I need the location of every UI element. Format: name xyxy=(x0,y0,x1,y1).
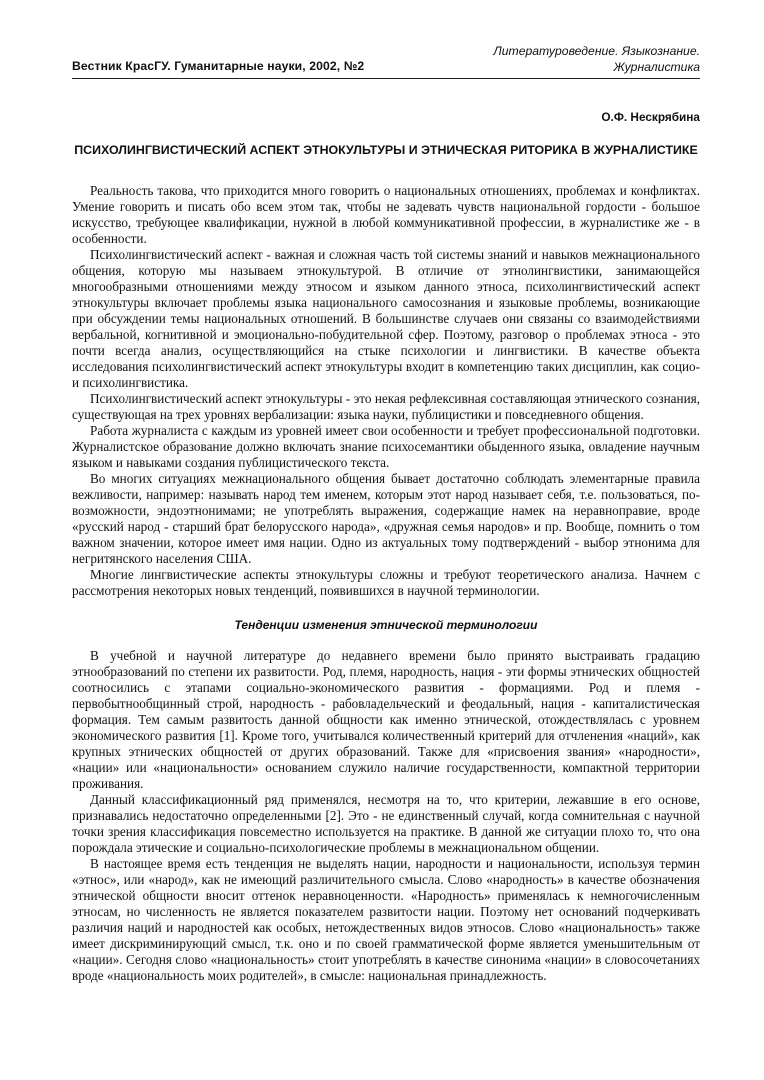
section-label xyxy=(493,43,700,75)
paragraph: Реальность такова, что приходится много говорить о национальных отношениях, проблемах и конфликтах. Умение говорить и писать обо всем этом так, чтобы не задевать чувств национальной гордости - большое искусство, требующее квалификации, нужной в любой коммуникативной профессии, в журналистике же - в особенности. xyxy=(72,183,700,246)
paragraph: Психолингвистический аспект - важная и сложная часть той системы знаний и навыков межнационального общения, которую мы называем этнокультурой. В отличие от этнолингвистики, занимающейся многообразными отношениями между этносом и языком данного этноса, психолингвистический аспект этнокультуры включает проблемы языка национального самосознания и языковые проблемы, возникающие при обсуждении темы национальных отношений. В большинстве случаев они связаны со взаимодействиями вербальной, когнитивной и эмоционально-побудительной сфер. Поэтому, разговор о проблемах этноса - это почти всегда анализ, осуществляющийся на стыке психологии и лингвистики. В качестве объекта исследования психолингвистический аспект этнокультуры входит в компетенцию таких дисциплин, как социо- и психолингвистика. xyxy=(72,247,700,390)
paragraph: Психолингвистический аспект этнокультуры - это некая рефлексивная составляющая этнического сознания, существующая на трех уровнях вербализации: языка науки, публицистики и повседневного общения. xyxy=(72,391,700,422)
section-subheading: Тенденции изменения этнической терминологии xyxy=(234,618,538,632)
section-label-line1: Литературоведение. Языкознание. xyxy=(493,44,700,58)
article-title: ПСИХОЛИНГВИСТИЧЕСКИЙ АСПЕКТ ЭТНОКУЛЬТУРЫ И ЭТНИЧЕСКАЯ РИТОРИКА В ЖУРНАЛИСТИКЕ xyxy=(74,143,698,157)
running-header xyxy=(72,40,700,79)
paragraph: Работа журналиста с каждым из уровней имеет свои особенности и требует профессиональной подготовки. Журналистское образование должно включать знание психосемантики обыденного языка, овладение научным языком и навыками создания публицистического текста. xyxy=(72,423,700,470)
paragraph: Многие лингвистические аспекты этнокультуры сложны и требуют теоретического анализа. Начнем с рассмотрения некоторых новых тенденций, появившихся в научной терминологии. xyxy=(72,567,700,598)
paragraph: Во многих ситуациях межнационального общения бывает достаточно соблюдать элементарные правила вежливости, например: называть народ тем именем, которым этот народ называет себя, т.е. пользоваться, по-возможности, эндоэтнонимами; не употреблять выражения, содержащие намек на неравноправие, вроде «русский народ - старший брат белорусского народа», «дружная семья народов» и пр. Вообще, помнить о том важном значении, которое имеет имя нации. Одно из актуальных тому подтверждений - выбор этнонима для негритянского населения США. xyxy=(72,471,700,566)
paragraph: В настоящее время есть тенденция не выделять нации, народности и национальности, используя термин «этнос», или «народ», как не имеющий различительного смысла. Слово «народность» в качестве обозначения этнической общности вносит оттенок неравноценности. «Народность» применялась к немногочисленным этносам, но численность не является показателем развитости нации. Поэтому нет оснований подчеркивать различия наций и народностей как особых, нетождественных видов этносов. Слово «национальность» также имеет дискриминирующий смысл, т.к. оно и по своей грамматической форме является уменьшительным от «нации». Сегодня слово «национальность» стоит употреблять в качестве синонима «нации» в словосочетаниях вроде «национальность моих родителей», в смысле: национальная принадлежность. xyxy=(72,856,700,983)
paragraph: В учебной и научной литературе до недавнего времени было принято выстраивать градацию этнообразований по степени их развитости. Род, племя, народность, нация - эти формы этнических общностей соотносились с этапами социально-экономического развития - формациями. Род и племя - первобытнообщинный строй, народность - рабовладельческий и феодальный, нация - капиталистическая формация. Тем самым развитость данной общности как именно этнической, отождествлялась с уровнем экономического развития [1]. Кроме того, учитывался количественный критерий для отчленения «наций», как крупных этнических общностей от других образований. Также для «присвоения звания» «народности», «нации» или «национальности» основанием служило наличие государственности, компактной территории проживания. xyxy=(72,648,700,791)
author-name: О.Ф. Нескрябина xyxy=(601,110,700,124)
section-label-line2: Журналистика xyxy=(613,60,700,74)
paragraph: Данный классификационный ряд применялся, несмотря на то, что критерии, лежавшие в его основе, признавались недостаточно определенными [2]. Это - не единственный случай, когда сомнительная с научной точки зрения классификация повсеместно используется на практике. В данной же ситуации плохо то, что она порождала этические и социально-психологические проблемы в межнациональном общении. xyxy=(72,792,700,855)
article-body xyxy=(72,183,700,984)
journal-title: Вестник КрасГУ. Гуманитарные науки, 2002, №2 xyxy=(72,59,365,73)
